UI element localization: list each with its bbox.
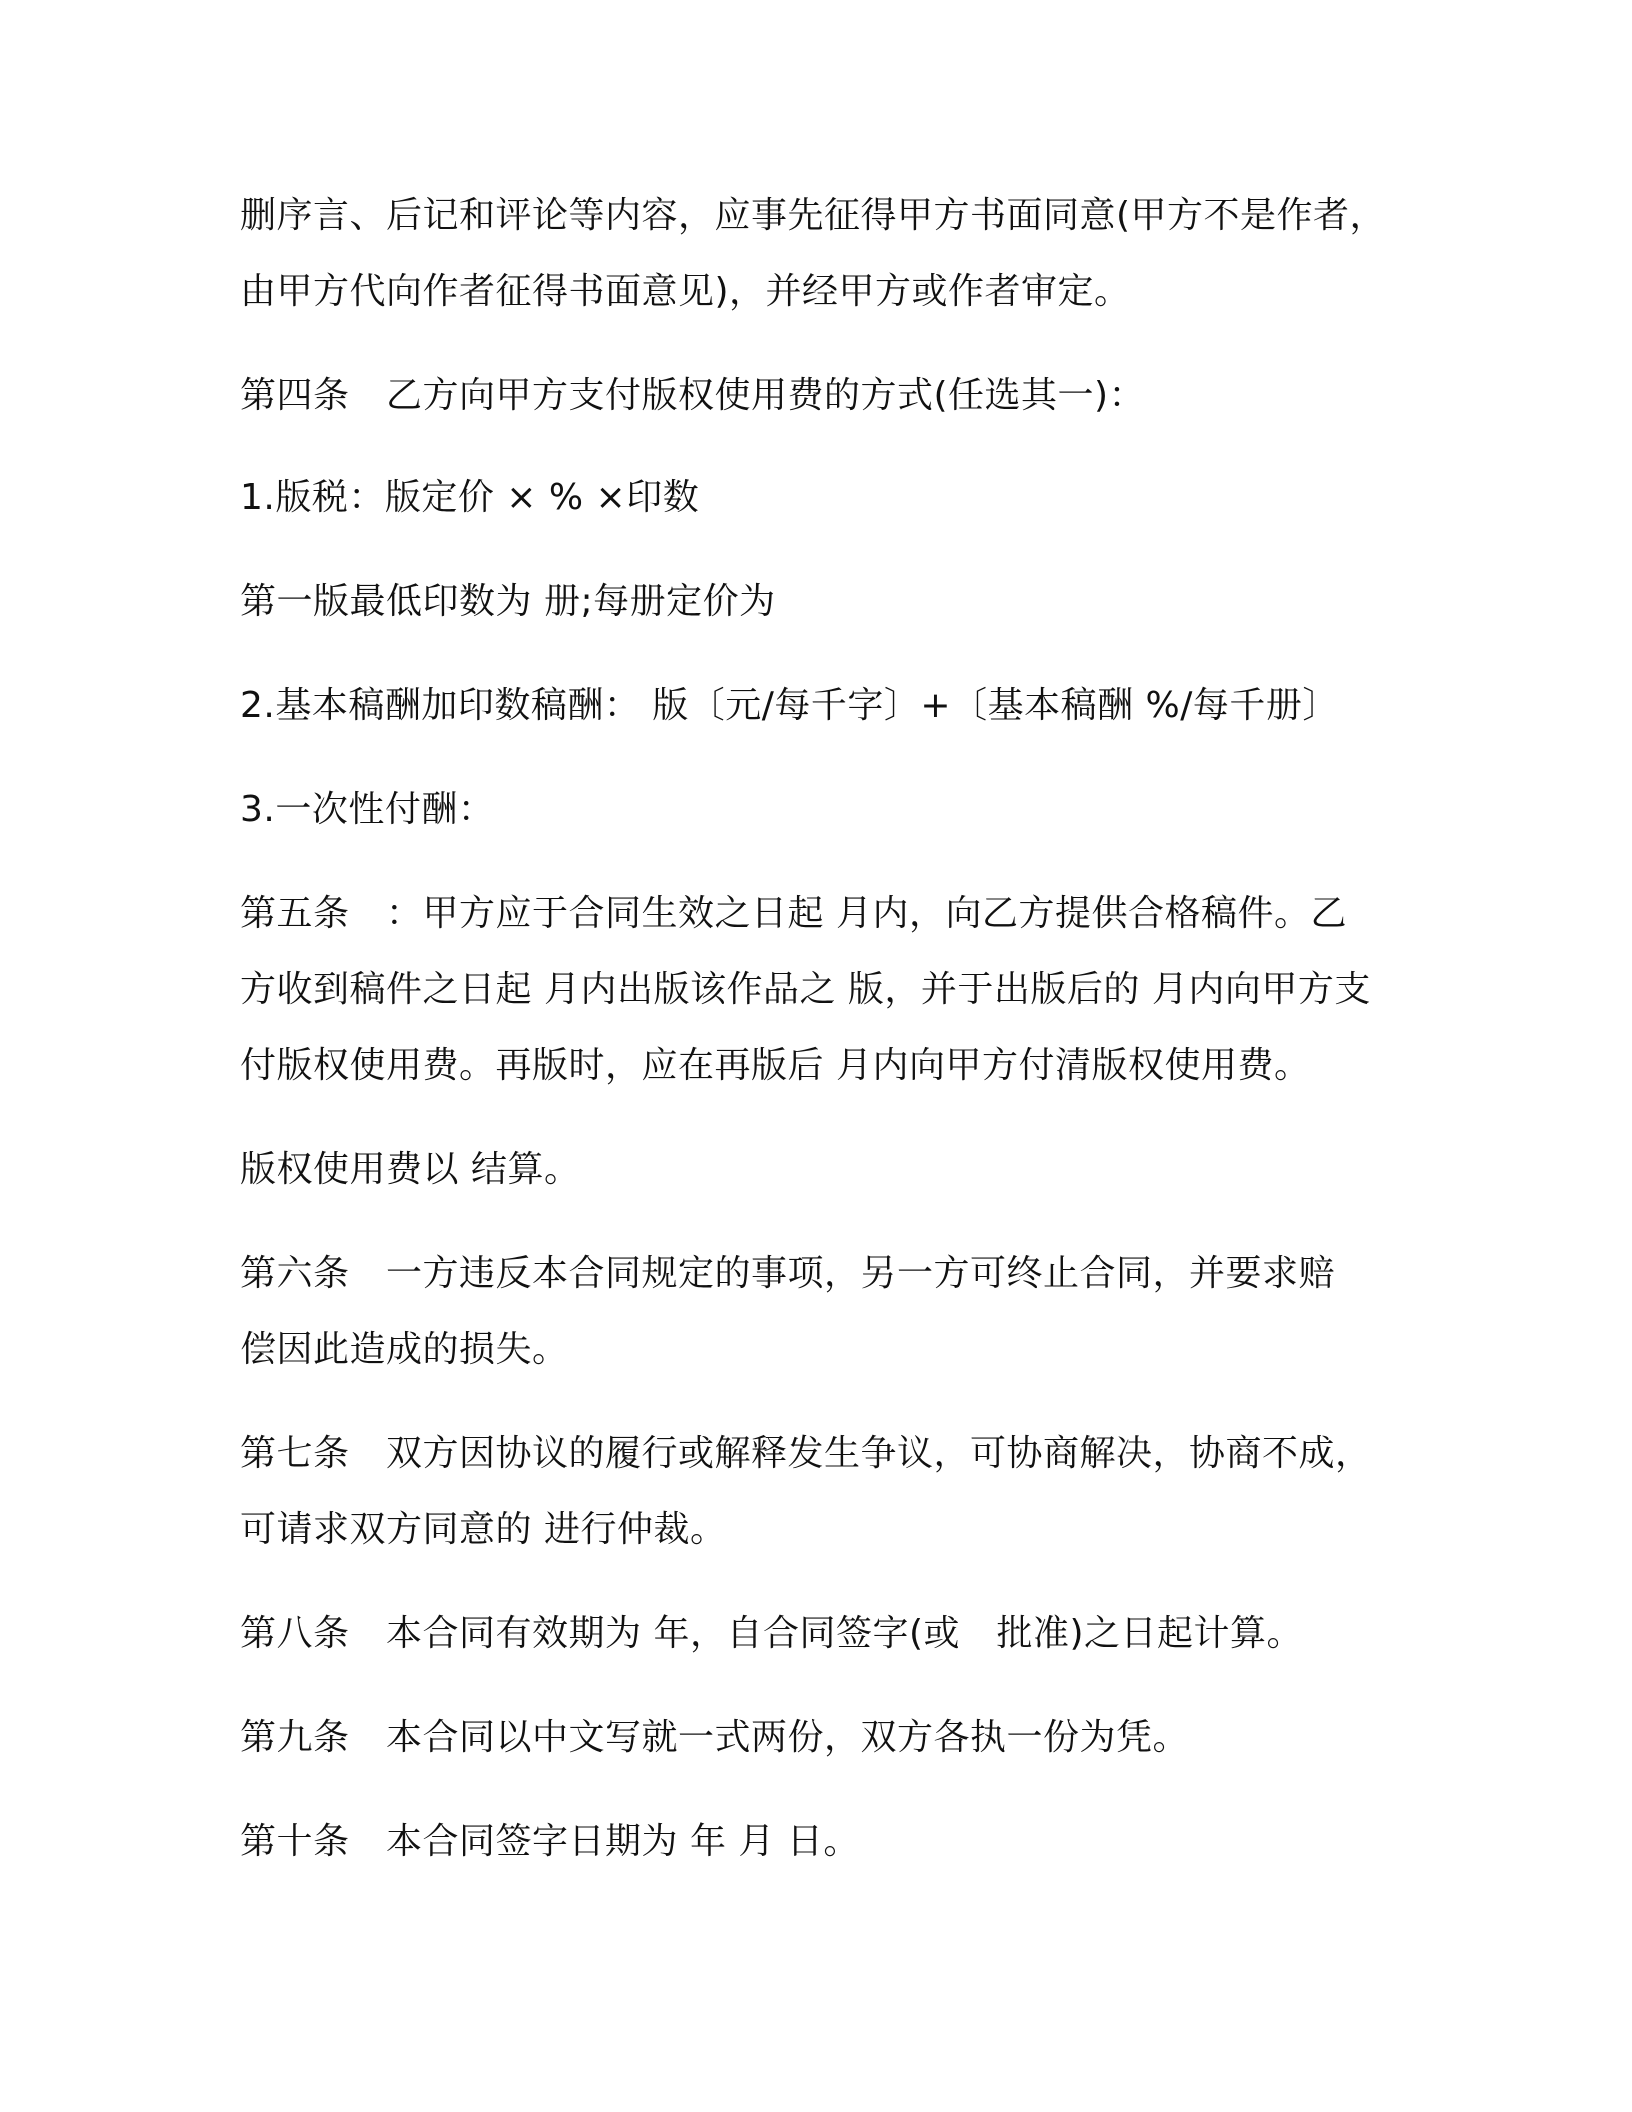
- payment-option-3: 3.一次性付酬：: [240, 789, 495, 830]
- payment-option-1: 1.版税：版定价 × % ×印数: [240, 477, 700, 518]
- article-6-line: 偿因此造成的损失。: [240, 1329, 569, 1370]
- article-10-line: 第十条 本合同签字日期为 年 月 日。: [240, 1821, 860, 1862]
- article-9-line: 第九条 本合同以中文写就一式两份，双方各执一份为凭。: [240, 1717, 1190, 1758]
- payment-option-2: 2.基本稿酬加印数稿酬： 版〔元/每千字〕+〔基本稿酬 %/每千册〕: [240, 685, 1339, 726]
- paragraph-line: 由甲方代向作者征得书面意见)，并经甲方或作者审定。: [240, 271, 1131, 312]
- settlement-line: 版权使用费以 结算。: [240, 1149, 581, 1190]
- article-6-line: 第六条 一方违反本合同规定的事项，另一方可终止合同，并要求赔: [240, 1253, 1336, 1294]
- article-4-heading: 第四条 乙方向甲方支付版权使用费的方式(任选其一)：: [240, 375, 1146, 416]
- article-5-line: 方收到稿件之日起 月内出版该作品之 版，并于出版后的 月内向甲方支: [240, 969, 1371, 1010]
- paragraph-line: 删序言、后记和评论等内容，应事先征得甲方书面同意(甲方不是作者，: [240, 195, 1387, 236]
- article-7-line: 第七条 双方因协议的履行或解释发生争议，可协商解决，协商不成，: [240, 1433, 1372, 1474]
- article-5-line: 第五条 ：甲方应于合同生效之日起 月内，向乙方提供合格稿件。乙: [240, 893, 1347, 934]
- payment-option-1-detail: 第一版最低印数为 册;每册定价为: [240, 581, 776, 622]
- article-7-line: 可请求双方同意的 进行仲裁。: [240, 1509, 727, 1550]
- article-5-line: 付版权使用费。再版时，应在再版后 月内向甲方付清版权使用费。: [240, 1045, 1311, 1086]
- article-8-line: 第八条 本合同有效期为 年，自合同签字(或 批准)之日起计算。: [240, 1613, 1304, 1654]
